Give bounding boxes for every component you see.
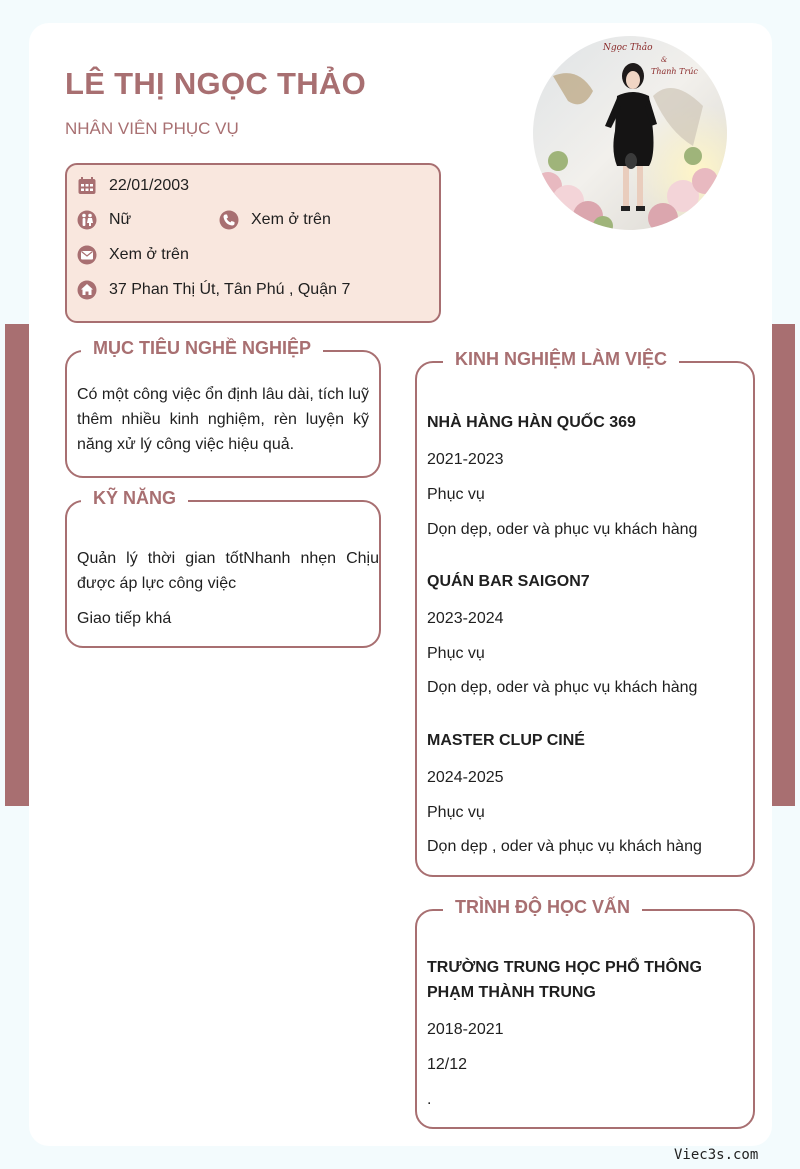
birthday-row — [77, 176, 189, 196]
decor-band-right — [772, 324, 795, 806]
candidate-name: LÊ THỊ NGỌC THẢO — [65, 66, 367, 101]
birthday-value: 22/01/2003 — [109, 177, 190, 194]
job-company: QUÁN BAR SAIGON7 — [427, 573, 590, 590]
email-value: Xem ở trên — [109, 246, 189, 263]
job-description: Dọn dẹp , oder và phục vụ khách hàng — [427, 838, 702, 855]
gender-row — [77, 210, 131, 230]
address-value: 37 Phan Thị Út, Tân Phú , Quận 7 — [109, 281, 351, 298]
education-period: 2018-2021 — [427, 1021, 504, 1038]
job-period: 2021-2023 — [427, 451, 504, 468]
watermark: Viec3s.com — [674, 1147, 759, 1163]
objective-text: Có một công việc ổn định lâu dài, tích luỹ thêm nhiều kinh nghiệm, rèn luyện kỹ năng xử lý công việc hiệu quả. — [77, 386, 369, 453]
address-row — [77, 280, 350, 300]
phone-row — [219, 210, 331, 230]
education-note: . — [427, 1091, 432, 1108]
svg-text:Thanh Trúc: Thanh Trúc — [651, 67, 698, 76]
job-description: Dọn dẹp, oder và phục vụ khách hàng — [427, 679, 698, 696]
gender-value: Nữ — [109, 211, 132, 228]
skills-title: KỸ NĂNG — [81, 488, 188, 509]
education-school: TRƯỜNG TRUNG HỌC PHỔ THÔNG PHẠM THÀNH TRUNG — [427, 959, 702, 1001]
avatar-photo — [533, 36, 727, 230]
education-title: TRÌNH ĐỘ HỌC VẤN — [443, 897, 642, 918]
experience-title: KINH NGHIỆM LÀM VIỆC — [443, 349, 679, 370]
job-role: Phục vụ — [427, 804, 485, 821]
job-company: MASTER CLUP CINÉ — [427, 732, 585, 749]
job-title: NHÂN VIÊN PHỤC VỤ — [65, 119, 239, 138]
education-grade: 12/12 — [427, 1056, 468, 1073]
job-period: 2024-2025 — [427, 769, 504, 786]
objective-title: MỤC TIÊU NGHỀ NGHIỆP — [81, 338, 323, 359]
job-role: Phục vụ — [427, 486, 485, 503]
email-row — [77, 245, 189, 265]
home-icon — [77, 280, 97, 300]
job-description: Dọn dẹp, oder và phục vụ khách hàng — [427, 521, 698, 538]
skill-item: Quản lý thời gian tốtNhanh nhẹn Chịu được áp lực công việc — [77, 550, 379, 592]
calendar-icon — [77, 176, 97, 196]
avatar-illustration — [533, 36, 727, 230]
phone-icon — [219, 210, 239, 230]
decor-band-left — [5, 324, 29, 806]
job-period: 2023-2024 — [427, 610, 504, 627]
job-role: Phục vụ — [427, 645, 485, 662]
photo-signature: Ngọc Thảo — [603, 43, 653, 53]
skill-item: Giao tiếp khá — [77, 610, 172, 627]
gender-icon — [77, 210, 97, 230]
phone-value: Xem ở trên — [251, 211, 331, 228]
job-company: NHÀ HÀNG HÀN QUỐC 369 — [427, 414, 636, 431]
svg-text:&: & — [661, 56, 668, 64]
envelope-icon — [77, 245, 97, 265]
